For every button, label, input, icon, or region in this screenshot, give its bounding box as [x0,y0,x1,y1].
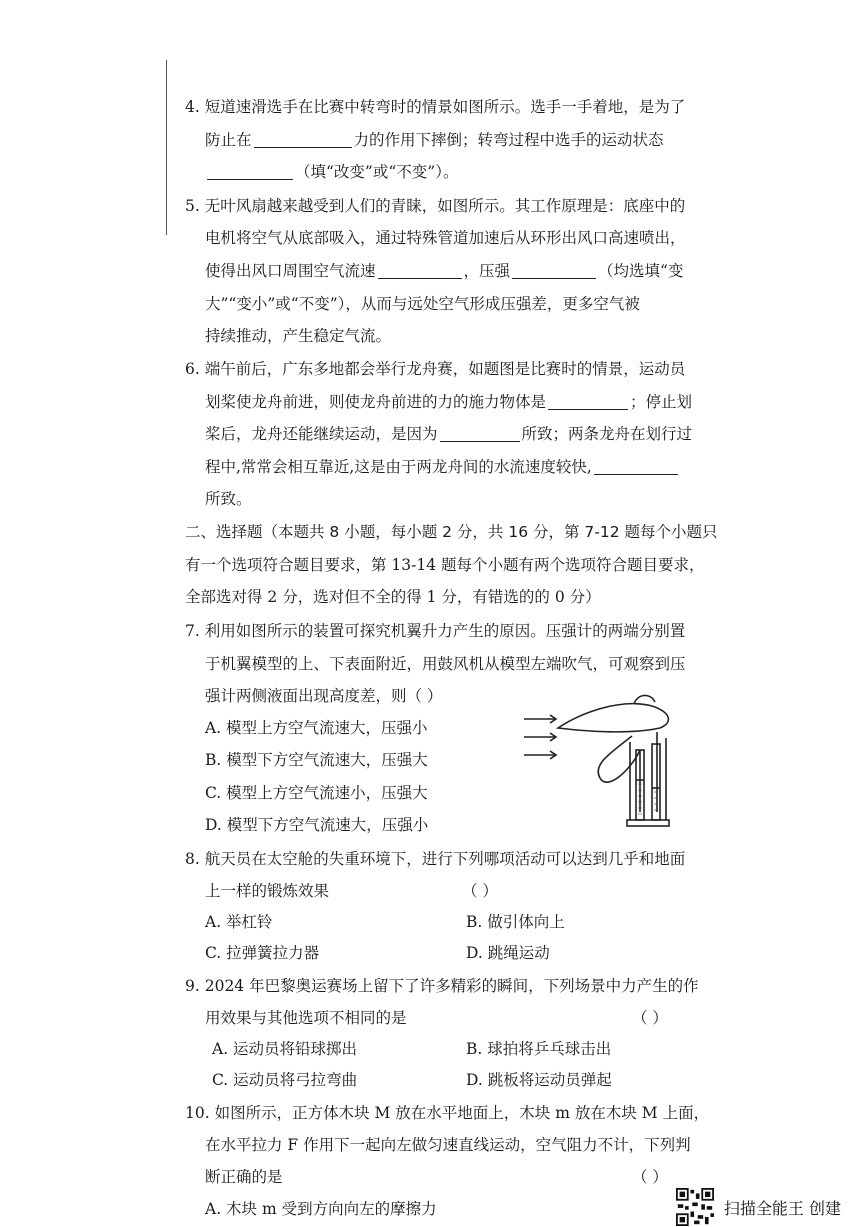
q7-option-d[interactable]: D. 模型下方空气流速大，压强小 [205,816,429,834]
q8-option-d[interactable]: D. 跳绳运动 [466,944,550,962]
q7-line-3: 强计两侧液面出现高度差，则（ ） [205,687,443,705]
q4-blank-1[interactable] [254,131,352,148]
qr-code-icon [676,1188,714,1226]
q8-line-1: 8. 航天员在太空舱的失重环境下，进行下列哪项活动可以达到几乎和地面 [185,850,686,868]
manometer-tube-right [652,744,660,820]
q7-line-2: 于机翼模型的上、下表面附近，用鼓风机从模型左端吹气，可观察到压 [205,655,686,673]
manometer-base [627,820,669,826]
q4-line-1: 4. 短道速滑选手在比赛中转弯时的情景如图所示。选手一手着地，是为了 [185,98,686,116]
q9-option-a[interactable]: A. 运动员将铅球掷出 [212,1040,358,1058]
q5-line-5: 持续推动，产生稳定气流。 [205,327,392,345]
q9-option-b[interactable]: B. 球拍将乒乓球击出 [466,1040,612,1058]
q5-line-4: 大”“变小”或“不变”），从而与远处空气形成压强差，更多空气被 [205,295,640,313]
q6-line-4: 程中,常常会相互靠近,这是由于两龙舟间的水流速度较快, [205,457,680,477]
q6-line-1: 6. 端午前后，广东多地都会举行龙舟赛，如题图是比赛时的情景，运动员 [185,360,686,378]
q5-blank-2[interactable] [512,262,596,279]
section-2-header-2: 有一个选项符合题目要求，第 13-14 题每个小题有两个选项符合题目要求， [185,556,705,574]
q4-line-3: （填“改变”或“不变”）。 [205,162,458,182]
section-2-header-3: 全部选对得 2 分，选对但不全的得 1 分，有错选的的 0 分） [185,588,601,606]
scanner-watermark [676,1188,841,1226]
q5-line-1: 5. 无叶风扇越来越受到人们的青睐，如图所示。其工作原理是：底座中的 [185,197,686,215]
q5-line-3: 使得出风口周围空气流速 ，压强 （均选填“变 [205,262,684,280]
q9-answer-paren[interactable]: （ ） [632,1009,668,1027]
wing-manometer-figure [522,692,702,842]
q8-answer-paren[interactable]: （ ） [462,882,498,900]
q6-line-5: 所致。 [205,490,252,508]
q10-answer-paren[interactable]: （ ） [632,1168,668,1186]
q7-option-a[interactable]: A. 模型上方空气流速大，压强小 [205,719,428,737]
q8-option-c[interactable]: C. 拉弹簧拉力器 [205,944,320,962]
watermark-text: 扫描全能王 创建 [723,1198,841,1218]
q4-blank-2[interactable] [207,163,293,180]
q10-option-a[interactable]: A. 木块 m 受到方向向左的摩擦力 [205,1200,437,1218]
q9-option-d[interactable]: D. 跳板将运动员弹起 [466,1071,612,1089]
q6-line-3: 桨后，龙舟还能继续运动，是因为 所致；两条龙舟在划行过 [205,425,693,443]
q5-blank-1[interactable] [378,262,462,279]
q6-line-2: 划桨使龙舟前进，则使龙舟前进的力的施力物体是 ；停止划 [205,393,693,411]
q5-line-2: 电机将空气从底部吸入，通过特殊管道加速后从环形出风口高速喷出， [205,229,686,247]
q7-option-b[interactable]: B. 模型下方空气流速大，压强大 [205,751,428,769]
section-2-header-1: 二、选择题（本题共 8 小题，每小题 2 分，共 16 分，第 7-12 题每个小题只 [185,523,718,541]
q10-line-2: 在水平拉力 F 作用下一起向左做匀速直线运动，空气阻力不计，下列判 [205,1136,691,1154]
q10-line-3: 断正确的是 [205,1168,283,1186]
q7-option-c[interactable]: C. 模型上方空气流速小，压强大 [205,784,428,802]
q8-option-b[interactable]: B. 做引体向上 [466,913,565,931]
q8-option-a[interactable]: A. 举杠铃 [205,913,273,931]
q10-line-1: 10. 如图所示，正方体木块 M 放在水平地面上，木块 m 放在木块 M 上面， [185,1104,710,1122]
q9-line-2: 用效果与其他选项不相同的是 [205,1009,407,1027]
q6-blank-1[interactable] [548,393,628,410]
q9-option-c[interactable]: C. 运动员将弓拉弯曲 [212,1071,358,1089]
q4-line-2: 防止在 力的作用下摔倒；转弯过程中选手的运动状态 [205,131,664,149]
q7-line-1: 7. 利用如图所示的装置可探究机翼升力产生的原因。压强计的两端分别置 [185,622,686,640]
q6-blank-3[interactable] [594,458,678,475]
q6-blank-2[interactable] [440,425,520,442]
q9-line-1: 9. 2024 年巴黎奥运赛场上留下了许多精彩的瞬间，下列场景中力产生的作 [185,977,699,995]
margin-line [166,60,167,235]
wing-model [558,704,668,732]
q8-line-2: 上一样的锻炼效果 [205,882,330,900]
